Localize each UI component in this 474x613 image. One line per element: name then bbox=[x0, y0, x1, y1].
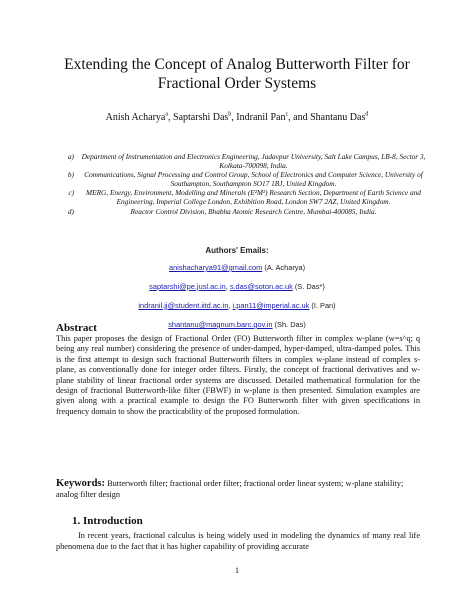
email-line bbox=[40, 320, 434, 329]
affiliation-tag: d) bbox=[67, 206, 74, 216]
paper-title bbox=[40, 55, 434, 93]
author-name: Saptarshi Das bbox=[173, 112, 229, 123]
author-affiliation-mark: c bbox=[285, 111, 289, 118]
author-list bbox=[40, 112, 434, 123]
affiliation-text: Reactor Control Division, Bhabha Atomic Research Centre, Mumbai-400085, India. bbox=[130, 206, 377, 216]
affiliation-list bbox=[58, 152, 428, 216]
affiliation-item bbox=[58, 152, 428, 170]
email-link[interactable]: indranil.jj@student.iitd.ac.in bbox=[138, 301, 229, 310]
email-owner: (S. Das*) bbox=[292, 282, 325, 291]
affiliation-tag: c) bbox=[68, 188, 74, 198]
affiliation-text: Communications, Signal Processing and Control Group, School of Electronics and Computer Science, University of Southampton, Southampton SO17 1BJ, United Kingdom. bbox=[84, 170, 423, 189]
email-link[interactable]: s.das@soton.ac.uk bbox=[229, 282, 293, 291]
email-separator: , bbox=[225, 282, 230, 291]
email-line bbox=[40, 301, 434, 310]
affiliation-tag: b) bbox=[67, 170, 74, 180]
author-name: Indranil Pan bbox=[236, 112, 286, 123]
author-separator: , and bbox=[288, 112, 311, 123]
author-name: Shantanu Das bbox=[310, 112, 366, 123]
email-line bbox=[40, 263, 434, 272]
email-link[interactable]: i.pan11@imperial.ac.uk bbox=[232, 301, 310, 310]
affiliation-tag: a) bbox=[67, 152, 74, 161]
keywords-text: Butterworth filter; fractional order filter; fractional order linear system; w-plane stability; analog filter design bbox=[56, 479, 404, 499]
author-separator: , bbox=[231, 112, 237, 123]
introduction-heading: 1. Introduction bbox=[72, 515, 143, 527]
author-name: Anish Acharya bbox=[105, 112, 166, 123]
affiliation-item bbox=[58, 170, 428, 188]
email-link[interactable]: shantanu@magnum.barc.gov.in bbox=[168, 320, 273, 329]
author-affiliation-mark: d bbox=[365, 111, 369, 118]
email-line bbox=[40, 282, 434, 291]
keywords bbox=[56, 479, 420, 500]
email-link[interactable]: anishacharya91@gmail.com bbox=[168, 263, 263, 272]
email-link[interactable]: saptarshi@pe.jusl.ac.in bbox=[149, 282, 226, 291]
email-owner: (I. Pan) bbox=[309, 301, 336, 310]
affiliation-text: Department of Instrumentation and Electronics Engineering, Jadavpur University, Salt Lake Campus, LB-8, Sector 3, Kolkata-700098, India. bbox=[81, 152, 426, 171]
keywords-heading: Keywords: bbox=[56, 478, 105, 489]
author-affiliation-mark: b bbox=[228, 111, 232, 118]
introduction-text: In recent years, fractional calculus is being widely used in modeling the dynamics of many real life phenomena due to the fact that it has higher capability of providing accurate bbox=[56, 531, 420, 551]
abstract-heading: Abstract bbox=[56, 322, 97, 334]
title-line-2: Fractional Order Systems bbox=[157, 75, 317, 92]
email-owner: (A. Acharya) bbox=[262, 263, 306, 272]
emails-heading: Authors' Emails: bbox=[205, 246, 269, 255]
affiliation-item bbox=[58, 207, 428, 216]
author-affiliation-mark: a bbox=[165, 111, 169, 118]
affiliation-item bbox=[58, 188, 428, 206]
author-separator: , bbox=[168, 112, 174, 123]
abstract-text: This paper proposes the design of Fractional Order (FO) Butterworth filter in complex w-plane (w=s^q; q being any real number) considering the presence of under-damped, hyper-damped, ultra-damped poles. This is the first attempt to design such fractional Butterworth filters in complex w-plane instead of complex s-plane, as conventionally done for integer order filters. Firstly, the concept of fractional derivatives and w-plane stability of linear fractional order systems are discussed. Detailed mathematical formulation for the design of fractional Butterworth-like filter (FBWF) in w-plane is then presented. Simulation examples are given along with a practical example to design the FO Butterworth filter with given specifications in frequency domain to show the practicability of the proposed formulation. bbox=[56, 334, 420, 416]
title-line-1: Extending the Concept of Analog Butterworth Filter for bbox=[64, 56, 410, 73]
email-separator: , bbox=[228, 301, 233, 310]
email-owner: (Sh. Das) bbox=[272, 320, 306, 329]
page-number: 1 bbox=[235, 566, 239, 575]
affiliation-text: MERG, Energy, Environment, Modelling and Minerals (E²M²) Research Section, Department of Earth Science and Engineering, Imperial College London, Exhibition Road, London SW7 2AZ, United Kingdom. bbox=[86, 188, 421, 207]
